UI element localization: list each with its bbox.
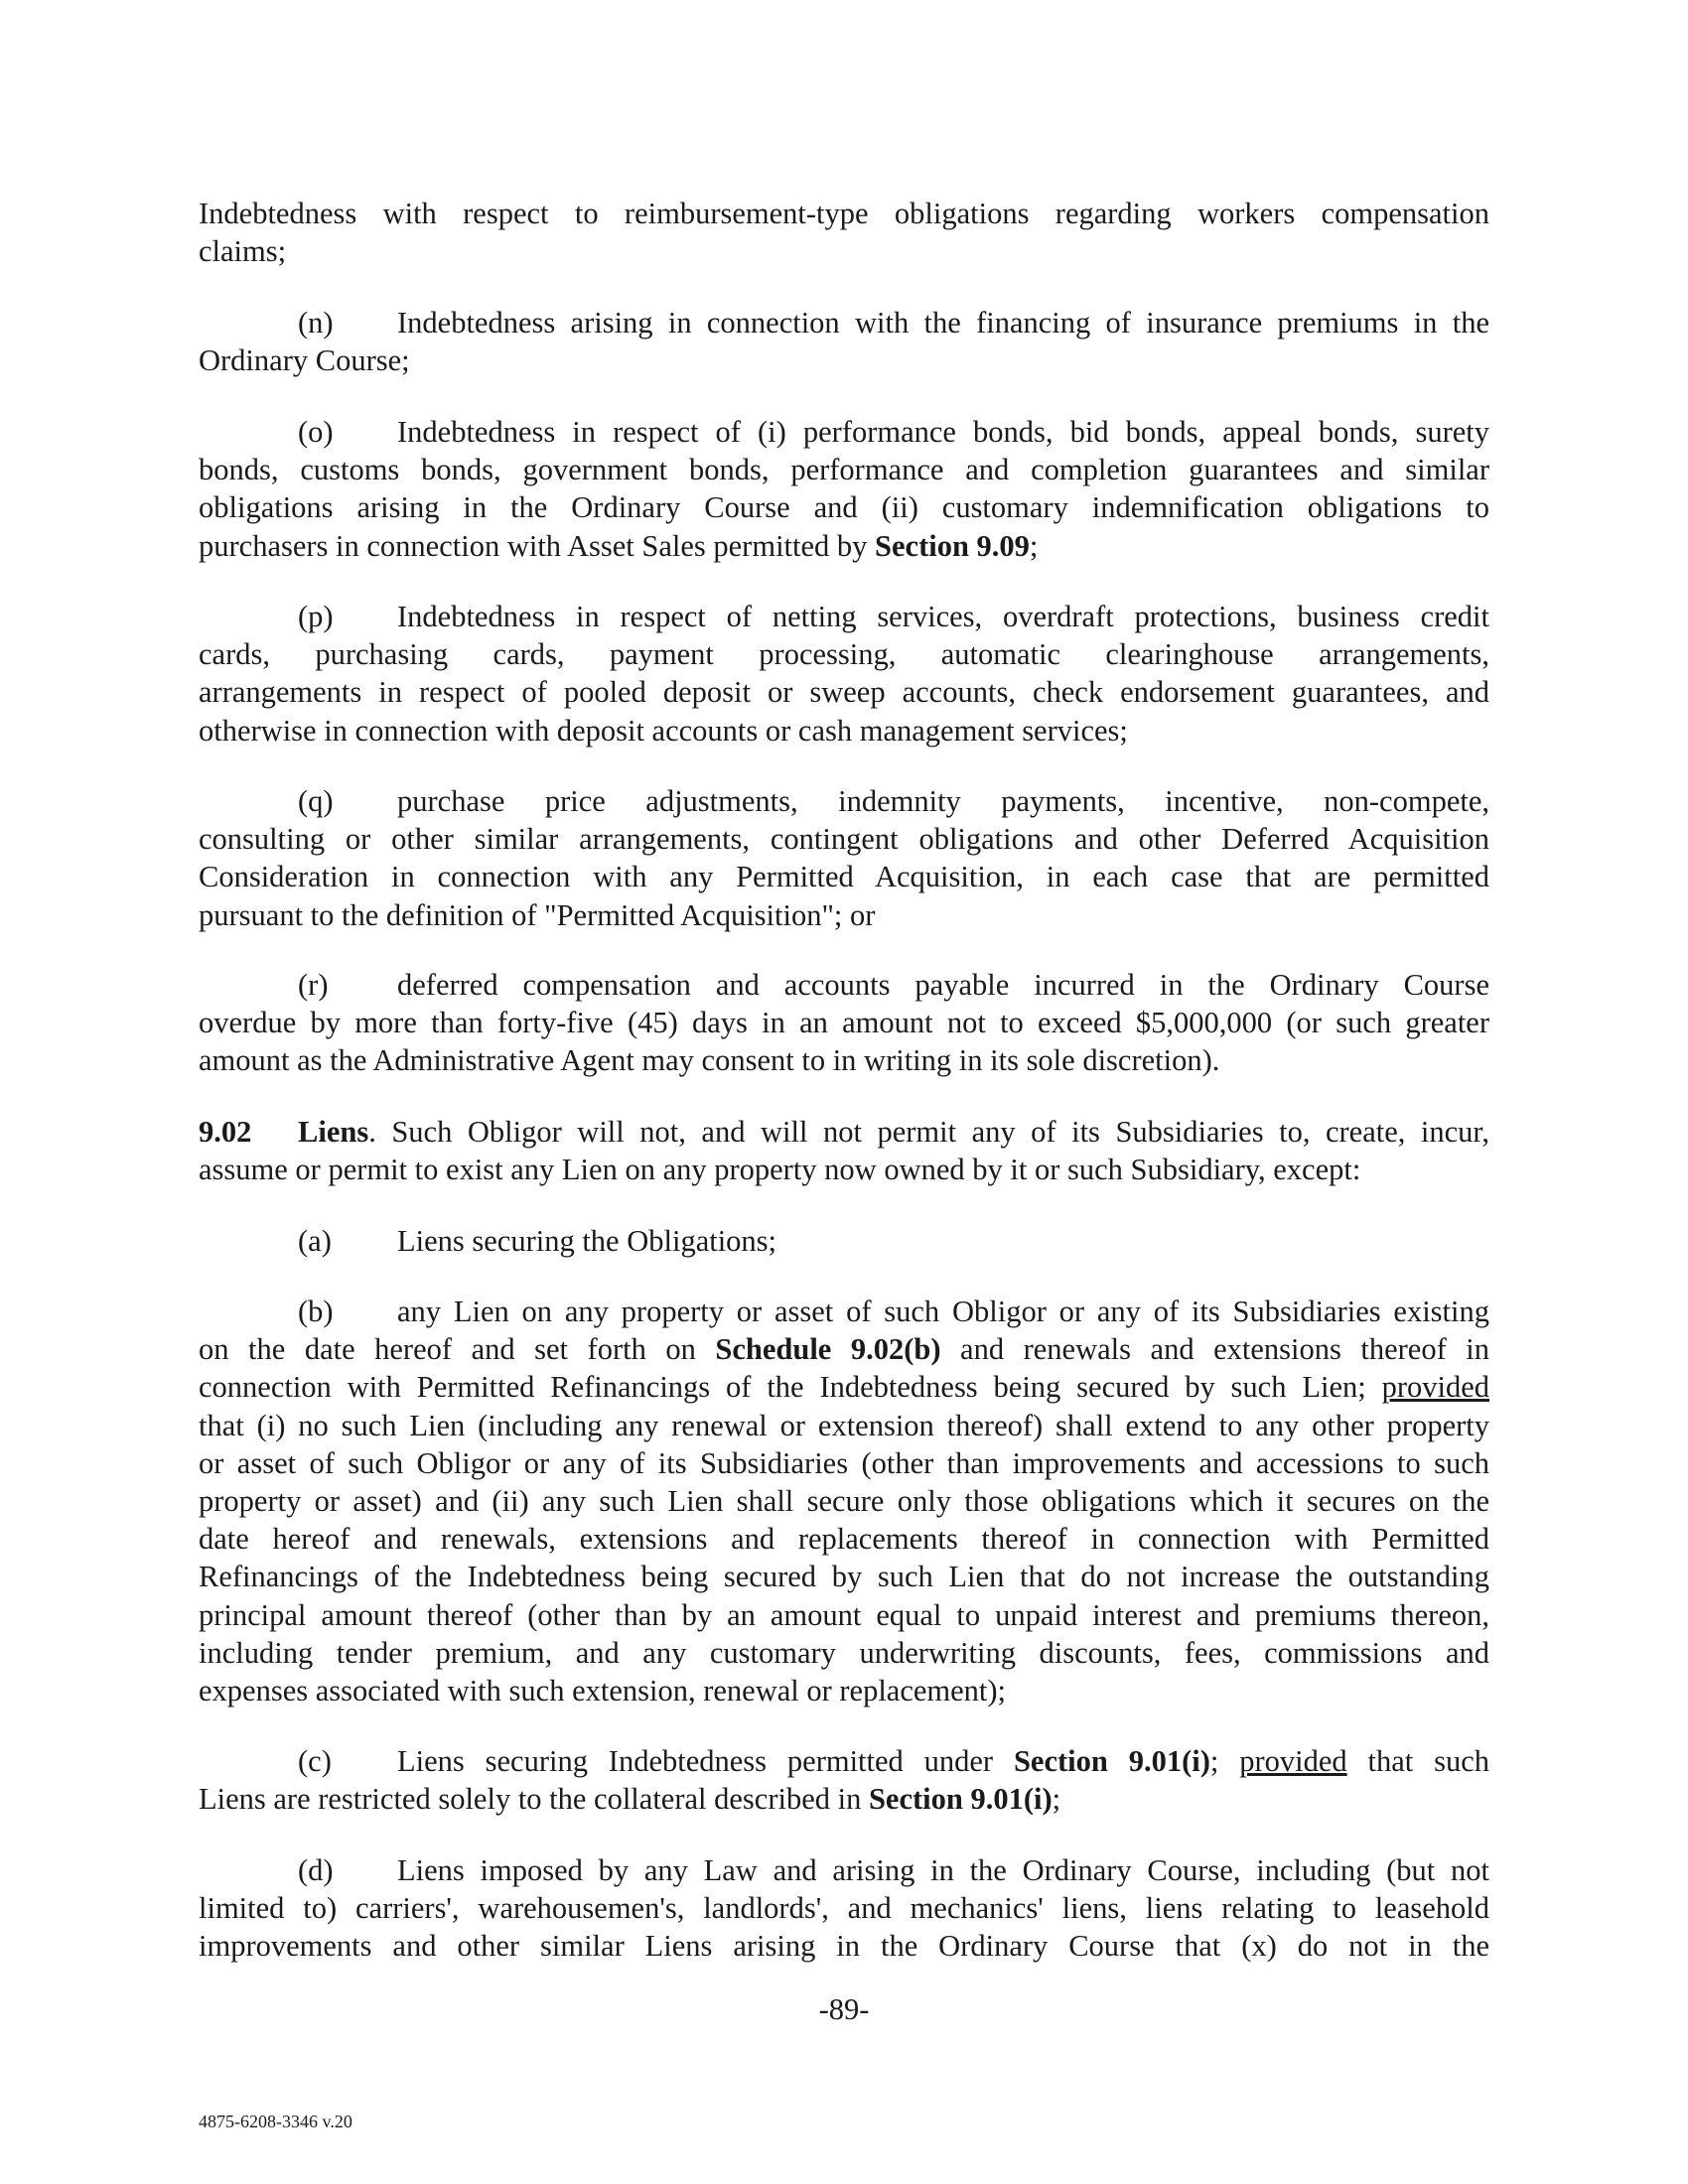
text-line: expenses associated with such extension, renewal or replacement); xyxy=(199,1674,1007,1708)
text-line: claims; xyxy=(199,234,287,269)
text-line: Liens securing Indebtedness permitted under xyxy=(397,1744,1014,1778)
text-line: Ordinary Course; xyxy=(199,343,410,378)
clause-label: (c) xyxy=(298,1744,332,1778)
text-line: Liens imposed by any Law and arising in the Ordinary Course, including (but not xyxy=(397,1853,1489,1887)
clause-q xyxy=(199,782,1489,934)
clause-label: (r) xyxy=(298,968,329,1002)
text-line: and renewals and extensions thereof in xyxy=(940,1332,1490,1367)
text-line: pursuant to the definition of "Permitted Acquisition"; or xyxy=(199,897,876,932)
clause-a xyxy=(199,1222,1489,1260)
text-line: connection with Permitted Refinancings of the Indebtedness being secured by such Lien; xyxy=(199,1370,1382,1405)
text-line: cards, purchasing cards, payment processing, automatic clearinghouse arrangements, xyxy=(199,637,1489,672)
text-line: arrangements in respect of pooled deposit or sweep accounts, check endorsement guarantees, and xyxy=(199,675,1489,710)
section-title: Liens xyxy=(298,1115,369,1149)
clause-label: (a) xyxy=(298,1224,332,1258)
text-line: obligations arising in the Ordinary Course and (ii) customary indemnification obligations to xyxy=(199,490,1489,525)
text-line: principal amount thereof (other than by an amount equal to unpaid interest and premiums thereon, xyxy=(199,1597,1489,1632)
document-id: 4875-6208-3346 v.20 xyxy=(199,2112,352,2131)
clause-r xyxy=(199,966,1489,1080)
text-line: purchase price adjustments, indemnity payments, incentive, non-compete, xyxy=(397,784,1489,818)
text-line: improvements and other similar Liens arising in the Ordinary Course that (x) do not in the xyxy=(199,1929,1489,1964)
text-line: Indebtedness with respect to reimbursement-type obligations regarding workers compensation xyxy=(199,197,1489,230)
text-line: ; xyxy=(1052,1782,1061,1817)
page-number: -89- xyxy=(818,1992,870,2026)
text-line: bonds, customs bonds, government bonds, performance and completion guarantees and similar xyxy=(199,453,1489,487)
text-line: including tender premium, and any customary underwriting discounts, fees, commissions and xyxy=(199,1635,1489,1670)
clause-d xyxy=(199,1851,1489,1966)
provided-term: provided xyxy=(1239,1744,1347,1778)
text-line: date hereof and renewals, extensions and replacements thereof in connection with Permitted xyxy=(199,1522,1489,1557)
text-line: deferred compensation and accounts payable incurred in the Ordinary Course xyxy=(397,968,1489,1002)
section-reference: Section 9.01(i) xyxy=(868,1782,1053,1817)
section-reference: Section 9.01(i) xyxy=(1013,1744,1210,1778)
text-line: Refinancings of the Indebtedness being secured by such Lien that do not increase the outstanding xyxy=(199,1560,1489,1594)
text-line: assume or permit to exist any Lien on any property now owned by it or such Subsidiary, except: xyxy=(199,1153,1361,1187)
text-line: ; xyxy=(1029,528,1039,563)
text-line: purchasers in connection with Asset Sales permitted by xyxy=(199,528,876,563)
text-line: Consideration in connection with any Permitted Acquisition, in each case that are permitted xyxy=(199,860,1489,894)
text-line: Liens securing the Obligations; xyxy=(397,1224,777,1258)
text-line: otherwise in connection with deposit accounts or cash management services; xyxy=(199,713,1128,748)
text-line: that such xyxy=(1346,1744,1489,1778)
clause-c xyxy=(199,1742,1489,1818)
clause-label: (o) xyxy=(298,415,334,449)
text-line: . Such Obligor will not, and will not permit any of its Subsidiaries to, create, incur, xyxy=(368,1115,1489,1149)
text-line: consulting or other similar arrangements, contingent obligations and other Deferred Acquisition xyxy=(199,822,1489,857)
schedule-reference: Schedule 9.02(b) xyxy=(715,1332,941,1367)
section-number: 9.02 xyxy=(199,1115,252,1149)
text-line: Liens are restricted solely to the collateral described in xyxy=(199,1782,869,1817)
text-line: or asset of such Obligor or any of its Subsidiaries (other than improvements and accessions to such xyxy=(199,1445,1489,1480)
text-line: property or asset) and (ii) any such Lien shall secure only those obligations which it secures on the xyxy=(199,1484,1489,1519)
clause-label: (p) xyxy=(298,600,334,633)
clause-b xyxy=(199,1293,1489,1709)
text-line: amount as the Administrative Agent may consent to in writing in its sole discretion). xyxy=(199,1043,1220,1078)
text-line: ; xyxy=(1209,1744,1240,1778)
paragraph-opening xyxy=(199,195,1489,270)
clause-n xyxy=(199,304,1489,379)
text-line: limited to) carriers', warehousemen's, landlords', and mechanics' liens, liens relating to leasehold xyxy=(199,1891,1489,1926)
clause-label: (n) xyxy=(298,306,334,340)
provided-term: provided xyxy=(1381,1370,1489,1405)
text-line: Indebtedness arising in connection with the financing of insurance premiums in the xyxy=(397,306,1489,340)
text-line: any Lien on any property or asset of such Obligor or any of its Subsidiaries existing xyxy=(397,1295,1489,1328)
clause-label: (q) xyxy=(298,784,334,818)
text-line: on the date hereof and set forth on xyxy=(199,1332,716,1367)
clause-p xyxy=(199,598,1489,750)
text-line: overdue by more than forty-five (45) days in an amount not to exceed $5,000,000 (or such greater xyxy=(199,1006,1489,1040)
clause-o xyxy=(199,413,1489,565)
clause-label: (b) xyxy=(298,1295,334,1328)
text-line: that (i) no such Lien (including any renewal or extension thereof) shall extend to any other property xyxy=(199,1408,1489,1442)
section-reference: Section 9.09 xyxy=(875,528,1030,563)
section-9-02 xyxy=(199,1113,1489,1188)
text-line: Indebtedness in respect of netting services, overdraft protections, business credit xyxy=(397,600,1489,633)
clause-label: (d) xyxy=(298,1853,334,1887)
text-line: Indebtedness in respect of (i) performance bonds, bid bonds, appeal bonds, surety xyxy=(397,415,1489,449)
